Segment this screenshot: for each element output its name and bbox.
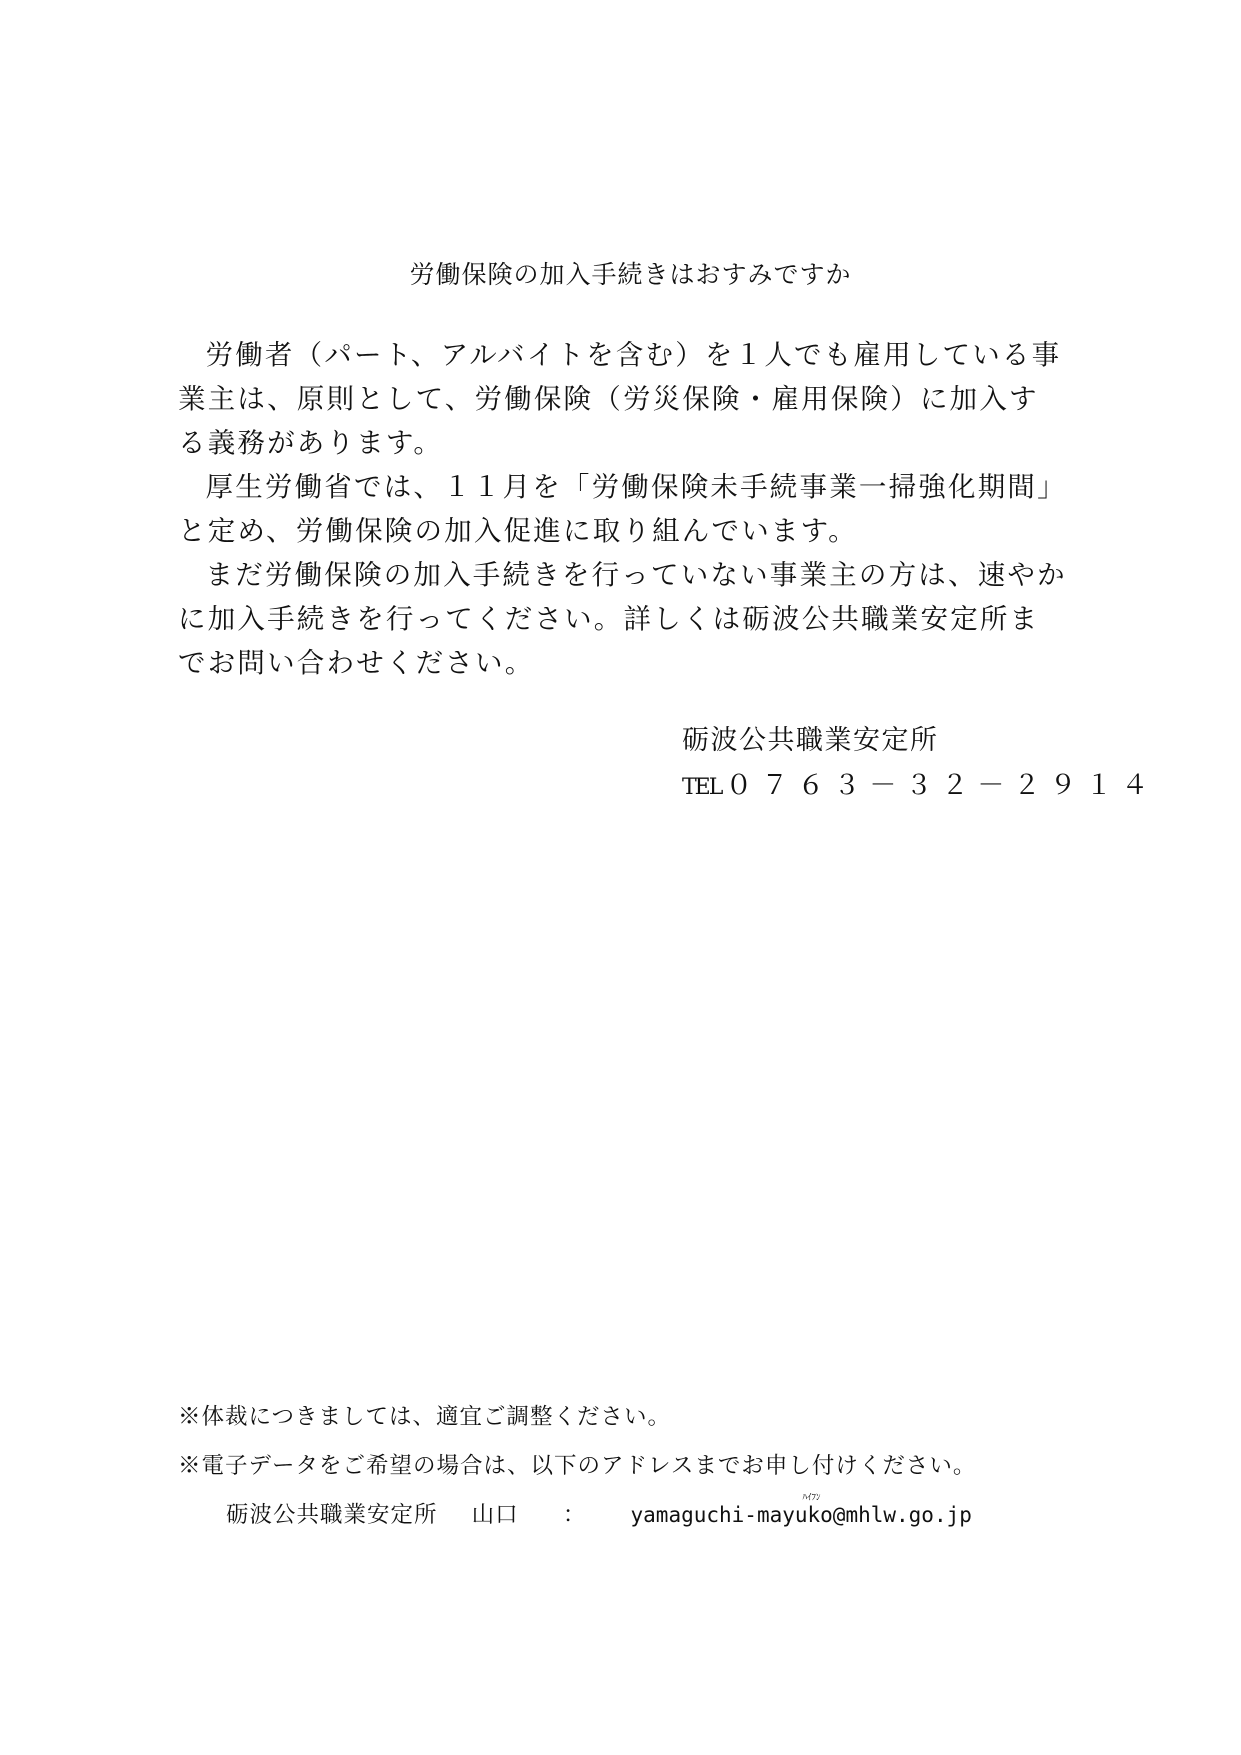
contact-colon: ： [562,1502,587,1528]
page-title: 労働保険の加入手続きはおすみですか [409,260,852,289]
contact-office: 砺波公共職業安定所 [226,1502,438,1528]
signature-block [682,718,1157,810]
signature-tel [682,763,1157,810]
email-address: yamaguchi-mayuko@mhlw.go.jp [630,1503,972,1527]
contact-name: 山口 [471,1502,519,1528]
note-format: ※体裁につきましては、適宜ご調整ください。 [178,1404,672,1430]
tel-number: ０７６３－３２－２９１４ [725,770,1158,801]
tel-mark: TEL [682,775,722,800]
hyphen-ruby: ﾊｲﾌﾝ [802,1493,821,1503]
paragraph-obligation: 労働者（パート、アルバイトを含む）を１人でも雇用している事業主は、原則として、労働保険（労災保険・雇用保険）に加入する義務があります。 [178,339,1062,459]
contact-email[interactable] [630,1493,972,1527]
signature-office: 砺波公共職業安定所 [682,725,939,756]
note-electronic-data: ※電子データをご希望の場合は、以下のアドレスまでお申し付けください。 [178,1453,977,1479]
paragraph-request: まだ労働保険の加入手続きを行っていない事業主の方は、速やかに加入手続きを行ってください。詳しくは砺波公共職業安定所までお問い合わせください。 [178,559,1067,679]
notes-block [178,1393,976,1540]
body-text [178,333,1068,685]
paragraph-campaign: 厚生労働省では、１１月を「労働保険未手続事業一掃強化期間」と定め、労働保険の加入促進に取り組んでいます。 [178,471,1067,547]
contact-line [178,1491,976,1540]
